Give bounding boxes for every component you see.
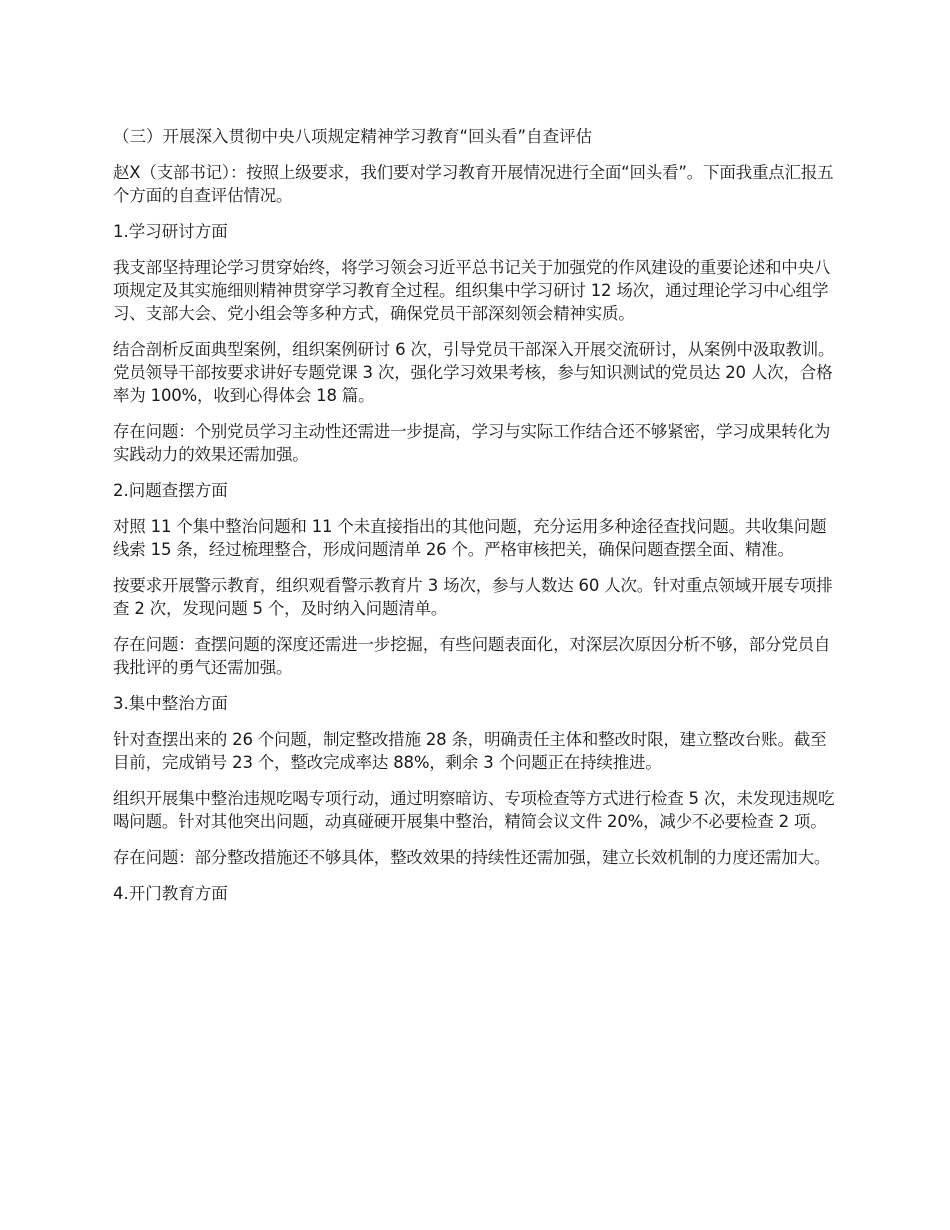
problem-paragraph: 存在问题：部分整改措施还不够具体，整改效果的持续性还需加强，建立长效机制的力度还需加大。 — [113, 848, 831, 867]
problem-paragraph: 存在问题：个别党员学习主动性还需进一步提高，学习与实际工作结合还不够紧密，学习成果转化为实践动力的效果还需加强。 — [113, 422, 831, 464]
paragraph: 结合剖析反面典型案例，组织案例研讨 6 次，引导党员干部深入开展交流研讨，从案例中汲取教训。党员领导干部按要求讲好专题党课 3 次，强化学习效果考核，参与知识测试的党员达 20 人次，合格率为 100%，收到心得体会 18 篇。 — [113, 340, 835, 405]
section-heading-study: 1.学习研讨方面 — [113, 222, 228, 241]
section-heading-problem-finding: 2.问题查摆方面 — [113, 481, 228, 500]
intro-paragraph: 赵X（支部书记）：按照上级要求，我们要对学习教育开展情况进行全面“回头看”。下面我重点汇报五个方面的自查评估情况。 — [113, 163, 834, 205]
section-heading-open-education: 4.开门教育方面 — [113, 884, 228, 903]
paragraph: 对照 11 个集中整治问题和 11 个未直接指出的其他问题，充分运用多种途径查找问题。共收集问题线索 15 条，经过梳理整合，形成问题清单 26 个。严格审核把关，确保问题查摆全面、精准。 — [113, 517, 827, 559]
paragraph: 按要求开展警示教育，组织观看警示教育片 3 场次，参与人数达 60 人次。针对重点领域开展专项排查 2 次，发现问题 5 个，及时纳入问题清单。 — [113, 576, 833, 618]
problem-paragraph: 存在问题：查摆问题的深度还需进一步挖掘，有些问题表面化，对深层次原因分析不够，部分党员自我批评的勇气还需加强。 — [113, 635, 831, 677]
paragraph: 组织开展集中整治违规吃喝专项行动，通过明察暗访、专项检查等方式进行检查 5 次，未发现违规吃喝问题。针对其他突出问题，动真碰硬开展集中整治，精简会议文件 20%，减少不必要检查 2 项。 — [113, 789, 835, 831]
document-page — [113, 125, 841, 918]
paragraph: 针对查摆出来的 26 个问题，制定整改措施 28 条，明确责任主体和整改时限，建立整改台账。截至目前，完成销号 23 个，整改完成率达 88%，剩余 3 个问题正在持续推进。 — [113, 730, 827, 772]
paragraph: 我支部坚持理论学习贯穿始终，将学习领会习近平总书记关于加强党的作风建设的重要论述和中央八项规定及其实施细则精神贯穿学习教育全过程。组织集中学习研讨 12 场次，通过理论学习中心组学习、支部大会、党小组会等多种方式，确保党员干部深刻领会精神实质。 — [113, 258, 831, 323]
section-heading-rectification: 3.集中整治方面 — [113, 694, 228, 713]
section-title: （三）开展深入贯彻中央八项规定精神学习教育“回头看”自查评估 — [113, 127, 593, 146]
